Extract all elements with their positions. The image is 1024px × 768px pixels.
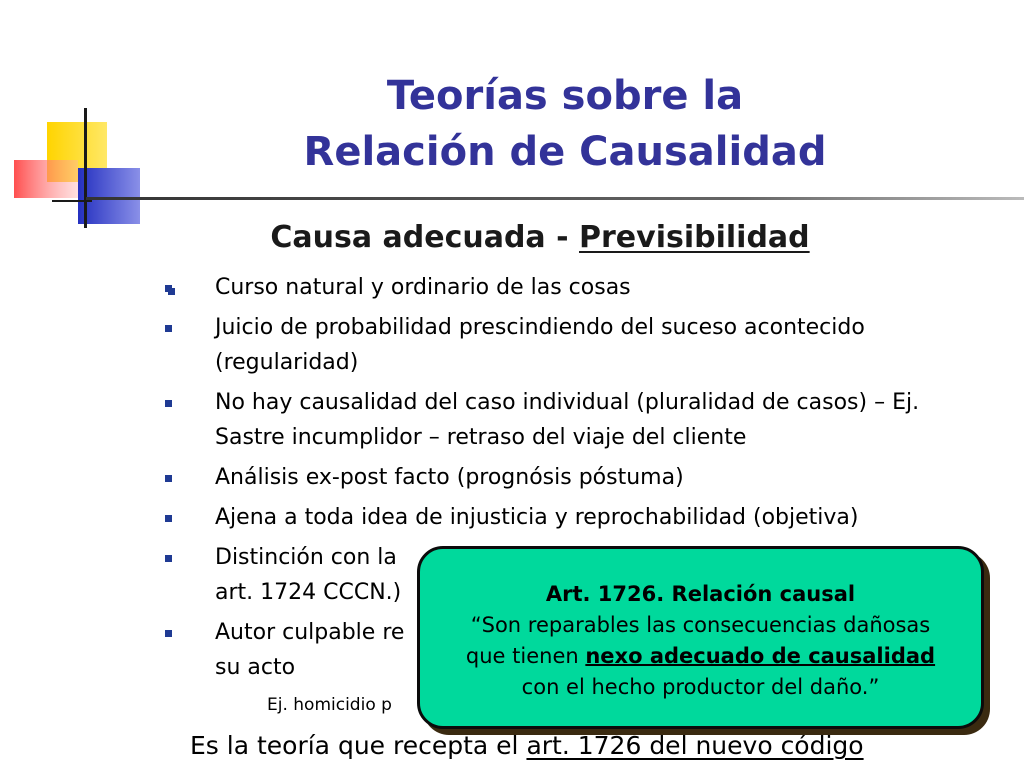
callout-title: Art. 1726. Relación causal: [545, 582, 856, 606]
bullet-text: No hay causalidad del caso individual (pluralidad de casos) – Ej. Sastre incumplidor – retraso del viaje del cliente: [215, 390, 920, 450]
bullet-text: Análisis ex-post facto (prognósis póstuma): [215, 465, 684, 490]
final-bullet-prefix: Es la teoría que recepta el: [190, 731, 527, 760]
list-item-final: [160, 726, 970, 766]
title-line-1: Teorías sobre la: [386, 73, 744, 119]
bullet-text: Ajena a toda idea de injusticia y reprochabilidad (objetiva): [215, 505, 859, 530]
bullet-text: Autor culpable re: [215, 620, 405, 645]
square-bullet-icon: [165, 400, 172, 407]
deco-vertical-line: [84, 108, 87, 228]
deco-red-square: [14, 160, 78, 198]
bullet-text-line2: su acto: [215, 655, 296, 680]
bullet-text: Juicio de probabilidad prescindiendo del suceso acontecido (regularidad): [215, 315, 865, 375]
square-bullet-icon: [168, 288, 175, 295]
final-bullet-underlined: art. 1726 del nuevo código: [526, 731, 864, 760]
list-item: [160, 460, 970, 495]
list-item: [160, 500, 970, 535]
callout-line-2: [420, 641, 981, 672]
square-bullet-icon: [165, 630, 172, 637]
sub-bullet-text: Ej. homicidio p: [267, 695, 392, 715]
slide-title: [200, 68, 930, 180]
bullet-text: Curso natural y ordinario de las cosas: [215, 275, 631, 300]
callout-line-1: “Son reparables las consecuencias dañosas: [470, 613, 931, 637]
subtitle-prefix: Causa adecuada -: [270, 220, 580, 255]
callout-line-2-prefix: que tienen: [465, 644, 586, 668]
square-bullet-icon: [165, 475, 172, 482]
title-line-2: Relación de Causalidad: [303, 129, 827, 175]
slide-subtitle: [140, 216, 940, 260]
square-bullet-icon: [165, 515, 172, 522]
list-item: [160, 310, 970, 380]
article-callout-box: [417, 546, 984, 729]
list-item: [160, 270, 970, 305]
subtitle-underlined: Previsibilidad: [579, 220, 810, 255]
deco-blue-square: [78, 168, 140, 224]
callout-line-3: con el hecho productor del daño.”: [521, 675, 880, 699]
square-bullet-icon: [165, 555, 172, 562]
list-item: [160, 385, 970, 455]
bullet-text: Distinción con la: [215, 545, 397, 570]
header-rule: [86, 197, 1024, 200]
square-bullet-icon: [165, 325, 172, 332]
bullet-text-line2: art. 1724 CCCN.): [215, 580, 402, 605]
callout-emphasis: nexo adecuado de causalidad: [585, 644, 936, 668]
deco-short-line: [52, 200, 92, 202]
